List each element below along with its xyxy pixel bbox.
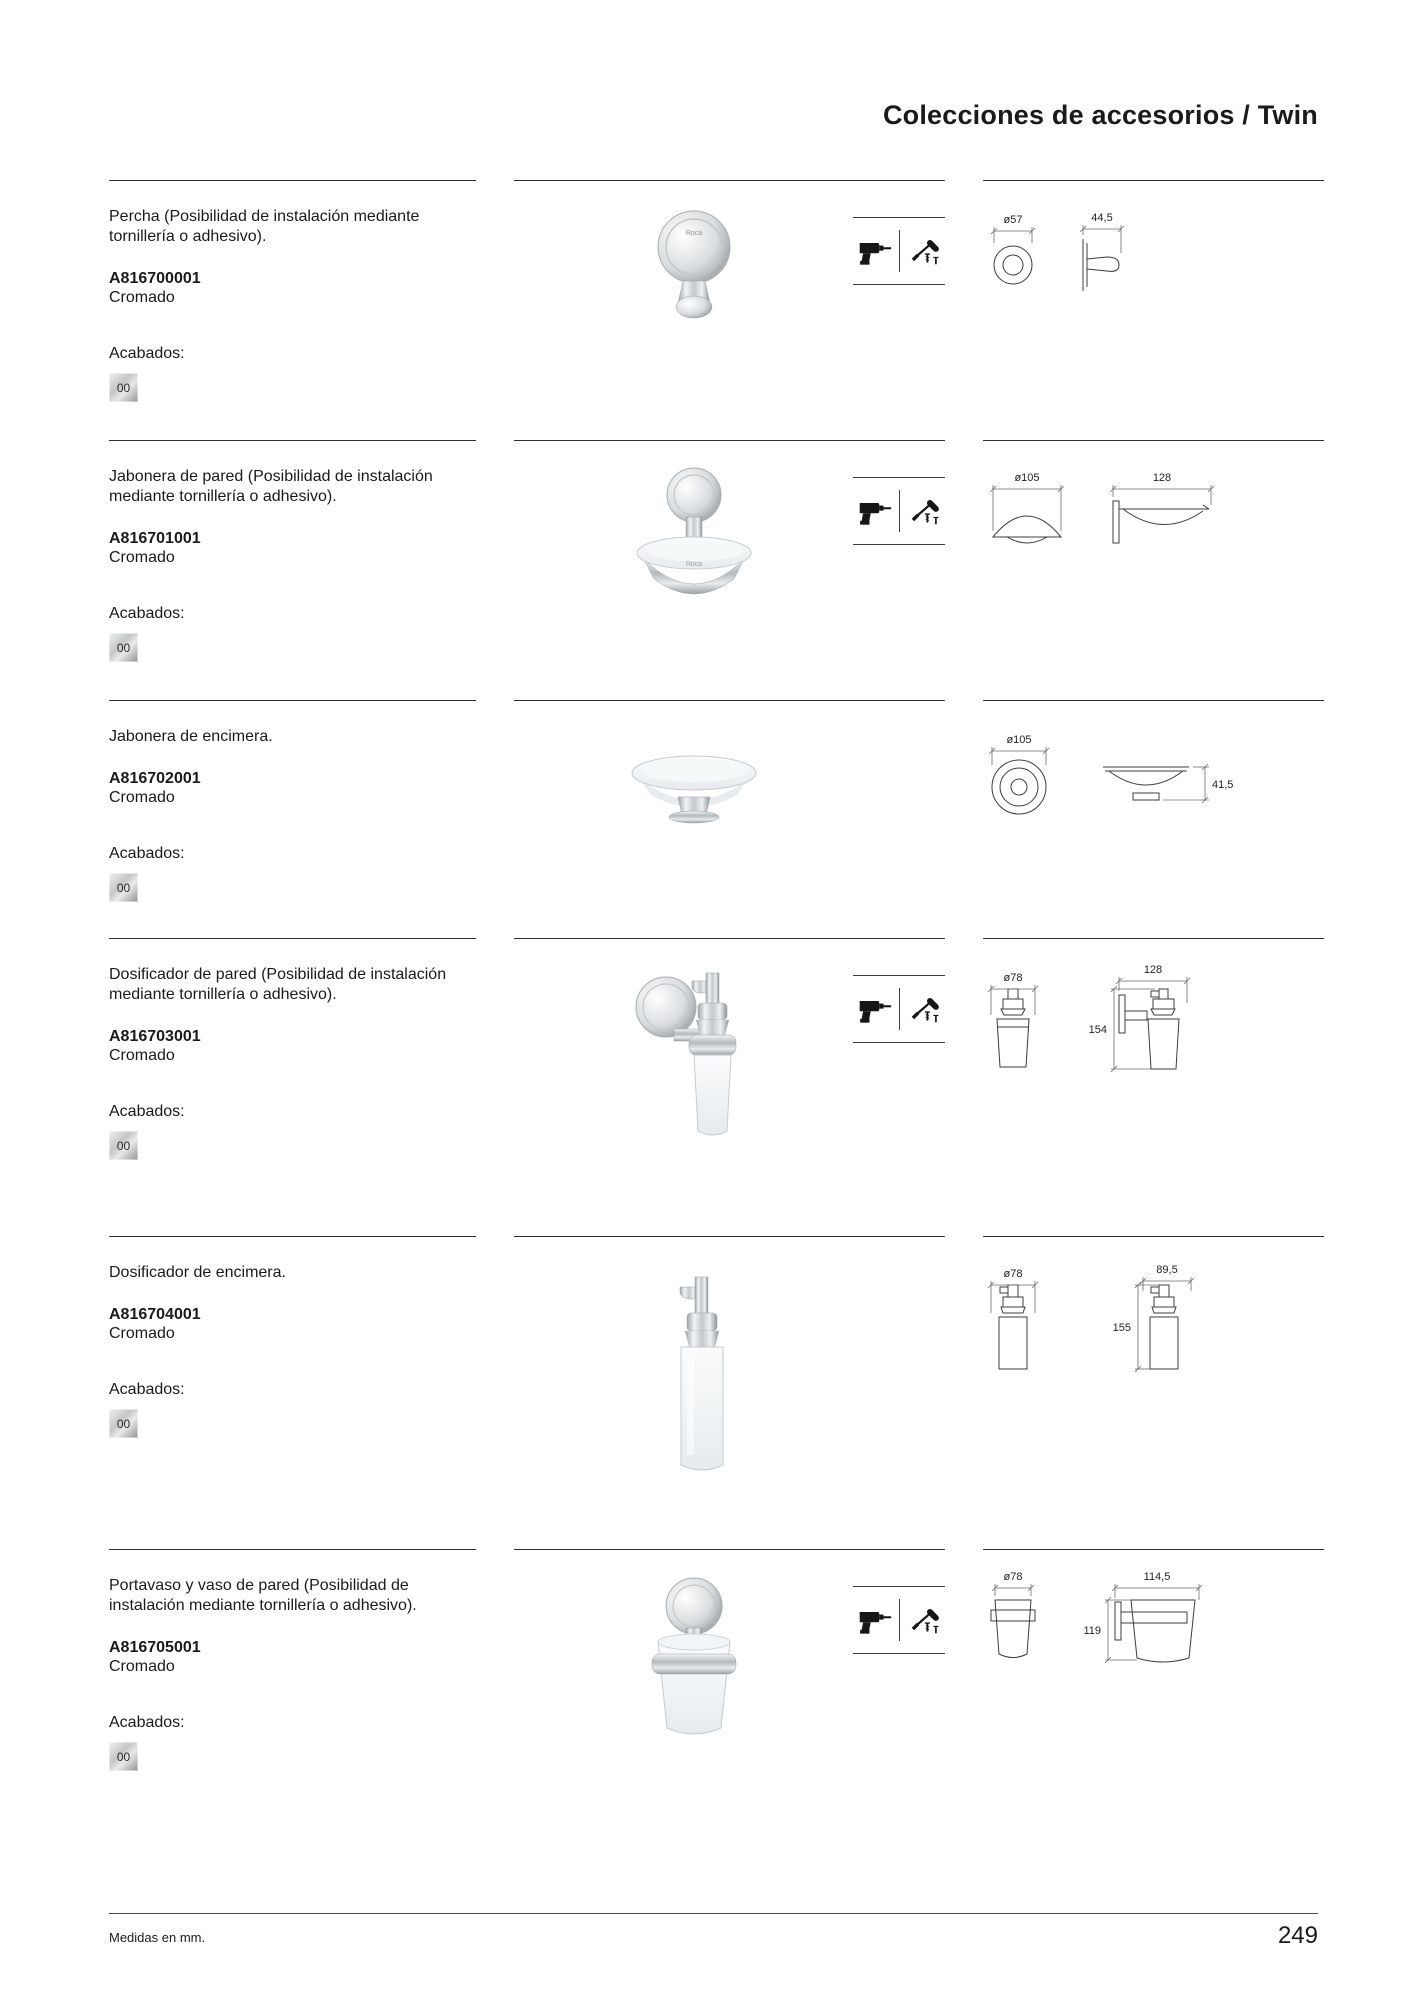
finish-swatch-chrome: [109, 373, 138, 402]
product-description: Jabonera de pared (Posibilidad de instalación mediante tornillería o adhesivo).: [109, 468, 433, 505]
product-info: [109, 440, 476, 662]
product-finish: Cromado: [109, 1325, 175, 1342]
product-photo-jabonera-encimera: [514, 721, 874, 841]
product-info: [109, 1236, 476, 1438]
installation-icons: [853, 477, 945, 545]
dim-front-label: ø78: [1003, 1268, 1023, 1280]
finish-swatch-chrome: [109, 1131, 138, 1160]
product-description: Dosificador de pared (Posibilidad de instalación mediante tornillería o adhesivo).: [109, 966, 447, 1003]
finishes-label: Acabados:: [109, 1381, 185, 1398]
product-code: A816700001: [109, 270, 201, 287]
product-photo-dosificador-encimera: [514, 1257, 874, 1497]
dimension-drawings: [983, 700, 1324, 845]
finish-swatch-code: 00: [116, 880, 131, 895]
dim-front-label: ø105: [1006, 734, 1032, 746]
product-info: [109, 1549, 476, 1771]
finish-swatch-chrome: [109, 633, 138, 662]
page-number: 249: [1277, 1922, 1318, 1949]
product-code: A816703001: [109, 1028, 201, 1045]
dim-height-label: 155: [1112, 1322, 1131, 1334]
dimension-front-view: [993, 516, 1061, 543]
product-finish: Cromado: [109, 1047, 175, 1064]
dimension-drawings: [983, 938, 1324, 1093]
product-finish: Cromado: [109, 789, 175, 806]
dimension-front-view: [991, 1600, 1035, 1658]
product-code: A816701001: [109, 530, 201, 547]
product-info: [109, 938, 476, 1160]
dim-width-label: 44,5: [1091, 212, 1113, 224]
finishes-label: Acabados:: [109, 605, 185, 622]
drill-icon: [858, 1606, 892, 1635]
icon-divider: [899, 490, 900, 532]
screwdriver-screws-icon: [907, 995, 941, 1024]
icon-divider: [899, 1599, 900, 1641]
icon-divider: [899, 988, 900, 1030]
finish-swatch-code: 00: [116, 640, 131, 655]
brand-logo: Roca: [685, 561, 703, 568]
dimension-drawings: [983, 1236, 1324, 1391]
screwdriver-screws-icon: [907, 497, 941, 526]
dimension-drawings: [983, 440, 1324, 585]
screwdriver-screws-icon: [907, 1606, 941, 1635]
product-description: Portavaso y vaso de pared (Posibilidad de instalación mediante tornillería o adhesivo).: [109, 1577, 417, 1614]
dimension-front-view: [994, 246, 1032, 284]
product-description: Percha (Posibilidad de instalación mediante tornillería o adhesivo).: [109, 208, 420, 245]
product-finish: Cromado: [109, 1658, 175, 1675]
drill-icon: [858, 995, 892, 1024]
finish-swatch-chrome: [109, 1742, 138, 1771]
finishes-label: Acabados:: [109, 345, 185, 362]
dimension-side-view: [1119, 989, 1179, 1069]
dim-height-label: 41,5: [1212, 779, 1234, 791]
dim-width-label: 128: [1152, 472, 1172, 484]
dimension-front-view: [997, 989, 1029, 1067]
dimension-drawings: [983, 1549, 1324, 1694]
dim-front-label: ø78: [1003, 1571, 1023, 1583]
finish-swatch-code: 00: [116, 380, 131, 395]
dimension-side-view: [1115, 1600, 1195, 1662]
finish-swatch-chrome: [109, 873, 138, 902]
finishes-label: Acabados:: [109, 845, 185, 862]
product-description: Dosificador de encimera.: [109, 1264, 286, 1281]
installation-icons: [853, 1586, 945, 1654]
product-code: A816705001: [109, 1639, 201, 1656]
brand-logo: Roca: [685, 230, 703, 237]
dimension-front-view: [999, 1285, 1027, 1369]
product-photo-dosificador-pared: [514, 959, 874, 1174]
product-finish: Cromado: [109, 289, 175, 306]
product-description: Jabonera de encimera.: [109, 728, 273, 745]
dim-front-label: ø78: [1003, 972, 1023, 984]
footer-note: Medidas en mm.: [109, 1930, 206, 1945]
dimension-side-view: [1103, 767, 1189, 800]
installation-icons: [853, 217, 945, 285]
page-title: Colecciones de accesorios / Twin: [882, 100, 1318, 130]
finishes-label: Acabados:: [109, 1103, 185, 1120]
product-photo-percha: [514, 201, 874, 331]
dim-height-label: 154: [1088, 1024, 1107, 1036]
dimension-side-view: [1083, 239, 1119, 291]
dim-height-label: 119: [1083, 1625, 1101, 1637]
finish-swatch-code: 00: [116, 1749, 131, 1764]
dim-front-label: ø105: [1014, 472, 1040, 484]
dim-front-label: ø57: [1003, 214, 1023, 226]
finish-swatch-code: 00: [116, 1416, 131, 1431]
product-finish: Cromado: [109, 549, 175, 566]
product-info: [109, 700, 476, 902]
icon-divider: [899, 230, 900, 272]
product-photo-jabonera-pared: [514, 461, 874, 621]
drill-icon: [858, 497, 892, 526]
footer-divider: [109, 1913, 1318, 1914]
dim-width-label: 128: [1143, 964, 1163, 976]
dimension-side-view: [1150, 1285, 1178, 1369]
product-code: A816704001: [109, 1306, 201, 1323]
product-info: [109, 180, 476, 402]
dim-width-label: 114,5: [1143, 1571, 1171, 1583]
product-photo-portavaso: [514, 1570, 874, 1760]
finish-swatch-code: 00: [116, 1138, 131, 1153]
dimension-side-view: [1113, 501, 1209, 543]
dimension-drawings: [983, 180, 1324, 325]
dimension-top-view: [992, 760, 1046, 814]
finish-swatch-chrome: [109, 1409, 138, 1438]
finishes-label: Acabados:: [109, 1714, 185, 1731]
product-code: A816702001: [109, 770, 201, 787]
installation-icons: [853, 975, 945, 1043]
dim-width-label: 89,5: [1156, 1264, 1178, 1276]
drill-icon: [858, 237, 892, 266]
screwdriver-screws-icon: [907, 237, 941, 266]
